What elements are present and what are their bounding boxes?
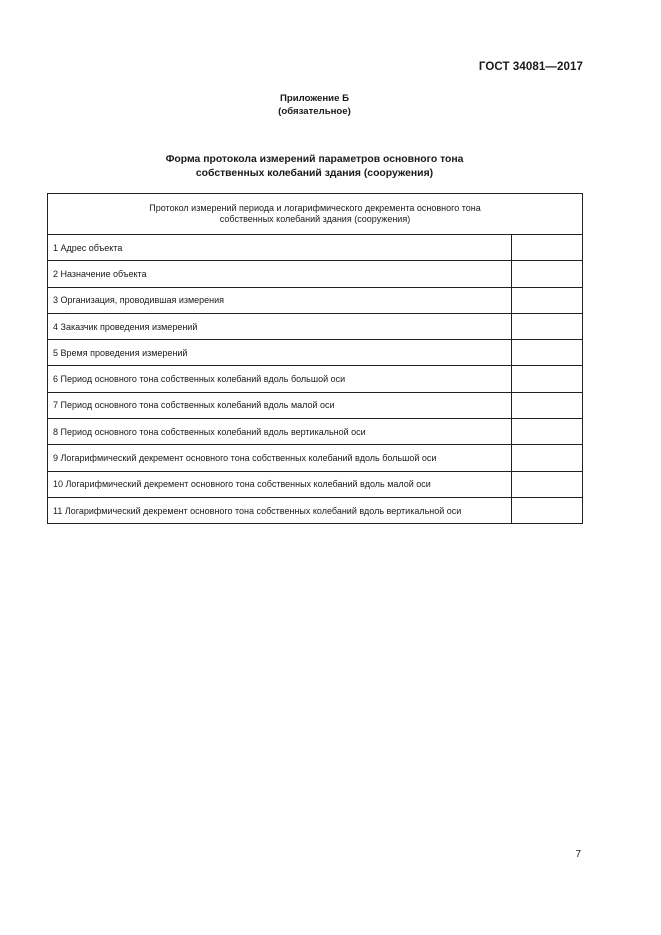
row-value-cell[interactable] [511, 261, 582, 287]
row-value-cell[interactable] [511, 471, 582, 497]
appendix-status: (обязательное) [278, 106, 351, 117]
table-row [48, 471, 583, 497]
row-value-cell[interactable] [511, 287, 582, 313]
row-label: 2 Назначение объекта [48, 261, 512, 287]
table-header-line2: собственных колебаний здания (сооружения) [219, 214, 411, 224]
table-row [48, 340, 583, 366]
table-row [48, 419, 583, 445]
table-row [48, 445, 583, 471]
row-value-cell[interactable] [511, 445, 582, 471]
appendix-title: Приложение Б [280, 93, 349, 104]
row-label: 10 Логарифмический декремент основного тона собственных колебаний вдоль малой оси [48, 471, 512, 497]
table-row [48, 235, 583, 261]
table-row [48, 497, 583, 523]
table-row [48, 313, 583, 339]
row-label: 8 Период основного тона собственных колебаний вдоль вертикальной оси [48, 419, 512, 445]
form-title [0, 153, 629, 180]
row-value-cell[interactable] [511, 497, 582, 523]
row-value-cell[interactable] [511, 419, 582, 445]
row-label: 3 Организация, проводившая измерения [48, 287, 512, 313]
table-header-line1: Протокол измерений периода и логарифмического декремента основного тона [149, 202, 481, 213]
protocol-table [47, 193, 583, 524]
row-value-cell[interactable] [511, 366, 582, 392]
row-label: 4 Заказчик проведения измерений [48, 313, 512, 339]
table-header-row [48, 194, 583, 235]
row-value-cell[interactable] [511, 313, 582, 339]
row-value-cell[interactable] [511, 392, 582, 418]
row-label: 9 Логарифмический декремент основного тона собственных колебаний вдоль большой оси [48, 445, 512, 471]
form-title-line2: собственных колебаний здания (сооружения) [195, 167, 434, 179]
row-label: 1 Адрес объекта [48, 235, 512, 261]
form-title-line1: Форма протокола измерений параметров основного тона [165, 154, 464, 165]
row-label: 11 Логарифмический декремент основного тона собственных колебаний вдоль вертикальной оси [48, 497, 512, 523]
table-row [48, 261, 583, 287]
table-row [48, 392, 583, 418]
table-row [48, 287, 583, 313]
table-header-cell [48, 194, 583, 235]
row-label: 6 Период основного тона собственных колебаний вдоль большой оси [48, 366, 512, 392]
row-value-cell[interactable] [511, 340, 582, 366]
row-label: 5 Время проведения измерений [48, 340, 512, 366]
appendix-heading [0, 92, 629, 118]
row-value-cell[interactable] [511, 235, 582, 261]
standard-code: ГОСТ 34081—2017 [478, 61, 583, 73]
page-number: 7 [575, 849, 581, 860]
table-row [48, 366, 583, 392]
row-label: 7 Период основного тона собственных колебаний вдоль малой оси [48, 392, 512, 418]
